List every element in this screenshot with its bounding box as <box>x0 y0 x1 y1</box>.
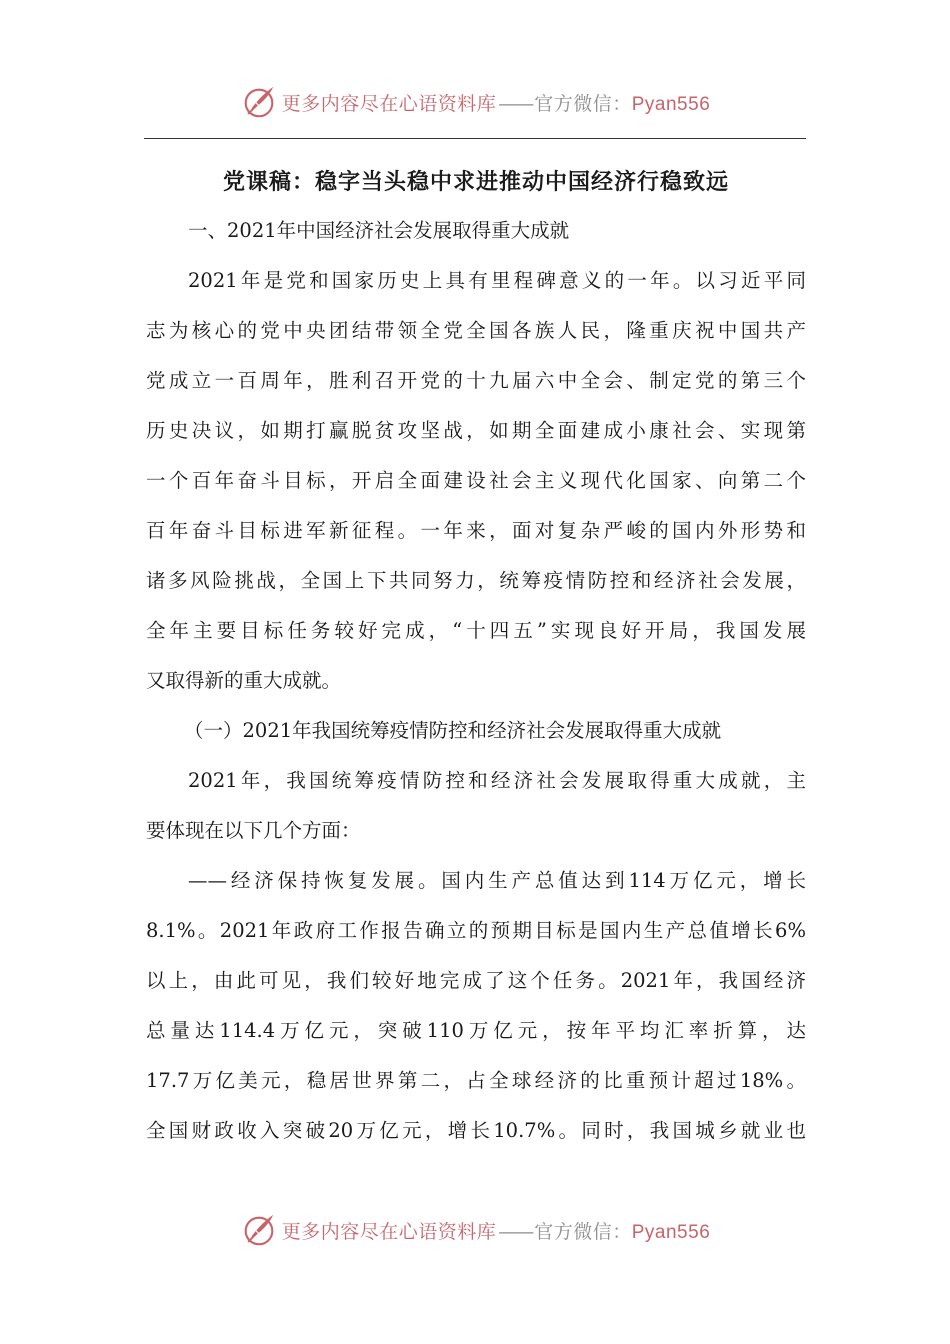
paragraph-line: 17.7万亿美元，稳居世界第二，占全球经济的比重预计超过18%。 <box>146 1069 806 1092</box>
watermark-label: 官方微信： <box>534 92 632 115</box>
watermark-site: 更多内容尽在心语资料库 <box>281 92 497 115</box>
paragraph-line: 又取得新的重大成就。 <box>146 669 342 692</box>
watermark-account: Pyan556 <box>631 93 711 115</box>
paragraph-line: 全年主要目标任务较好完成，“十四五”实现良好开局，我国发展 <box>146 619 806 642</box>
paragraph-line: 2021年是党和国家历史上具有里程碑意义的一年。以习近平同 <box>188 269 806 292</box>
paragraph-line: 历史决议，如期打赢脱贫攻坚战，如期全面建成小康社会、实现第 <box>146 419 806 442</box>
quill-logo-icon <box>240 83 278 121</box>
watermark-text <box>282 1217 711 1244</box>
document-body <box>146 158 806 1156</box>
paragraph-line: 党成立一百周年，胜利召开党的十九届六中全会、制定党的第三个 <box>146 369 806 392</box>
quill-logo-icon <box>240 1211 278 1249</box>
document-title: 党课稿：稳字当头稳中求进推动中国经济行稳致远 <box>222 169 729 195</box>
paragraph-line: 2021年，我国统筹疫情防控和经济社会发展取得重大成就，主 <box>188 769 806 792</box>
header-watermark-banner <box>0 82 950 122</box>
watermark-text <box>282 89 711 116</box>
header-divider <box>144 138 806 139</box>
paragraph-line: 百年奋斗目标进军新征程。一年来，面对复杂严峻的国内外形势和 <box>146 519 806 542</box>
subsection-heading: （一）2021年我国统筹疫情防控和经济社会发展取得重大成就 <box>184 719 722 742</box>
paragraph-line: 总量达114.4万亿元，突破110万亿元，按年平均汇率折算，达 <box>146 1019 806 1042</box>
paragraph-line: 一个百年奋斗目标，开启全面建设社会主义现代化国家、向第二个 <box>146 469 806 492</box>
paragraph-line: 以上，由此可见，我们较好地完成了这个任务。2021年，我国经济 <box>146 969 806 992</box>
paragraph-line: 8.1%。2021年政府工作报告确立的预期目标是国内生产总值增长6% <box>146 919 806 942</box>
watermark-label: 官方微信： <box>534 1220 632 1243</box>
watermark-site: 更多内容尽在心语资料库 <box>281 1220 497 1243</box>
paragraph-line: 诸多风险挑战，全国上下共同努力，统筹疫情防控和经济社会发展， <box>146 569 806 592</box>
watermark-dash: —— <box>498 92 533 115</box>
footer-watermark-banner <box>0 1210 950 1250</box>
watermark-dash: —— <box>498 1220 533 1243</box>
paragraph-line: 全国财政收入突破20万亿元，增长10.7%。同时，我国城乡就业也 <box>146 1119 806 1142</box>
watermark-account: Pyan556 <box>631 1221 711 1243</box>
paragraph-line: 志为核心的党中央团结带领全党全国各族人民，隆重庆祝中国共产 <box>146 319 806 342</box>
section-heading: 一、2021年中国经济社会发展取得重大成就 <box>188 219 570 242</box>
paragraph-line: 要体现在以下几个方面： <box>146 819 361 842</box>
paragraph-line: ——经济保持恢复发展。国内生产总值达到114万亿元，增长 <box>188 869 806 892</box>
